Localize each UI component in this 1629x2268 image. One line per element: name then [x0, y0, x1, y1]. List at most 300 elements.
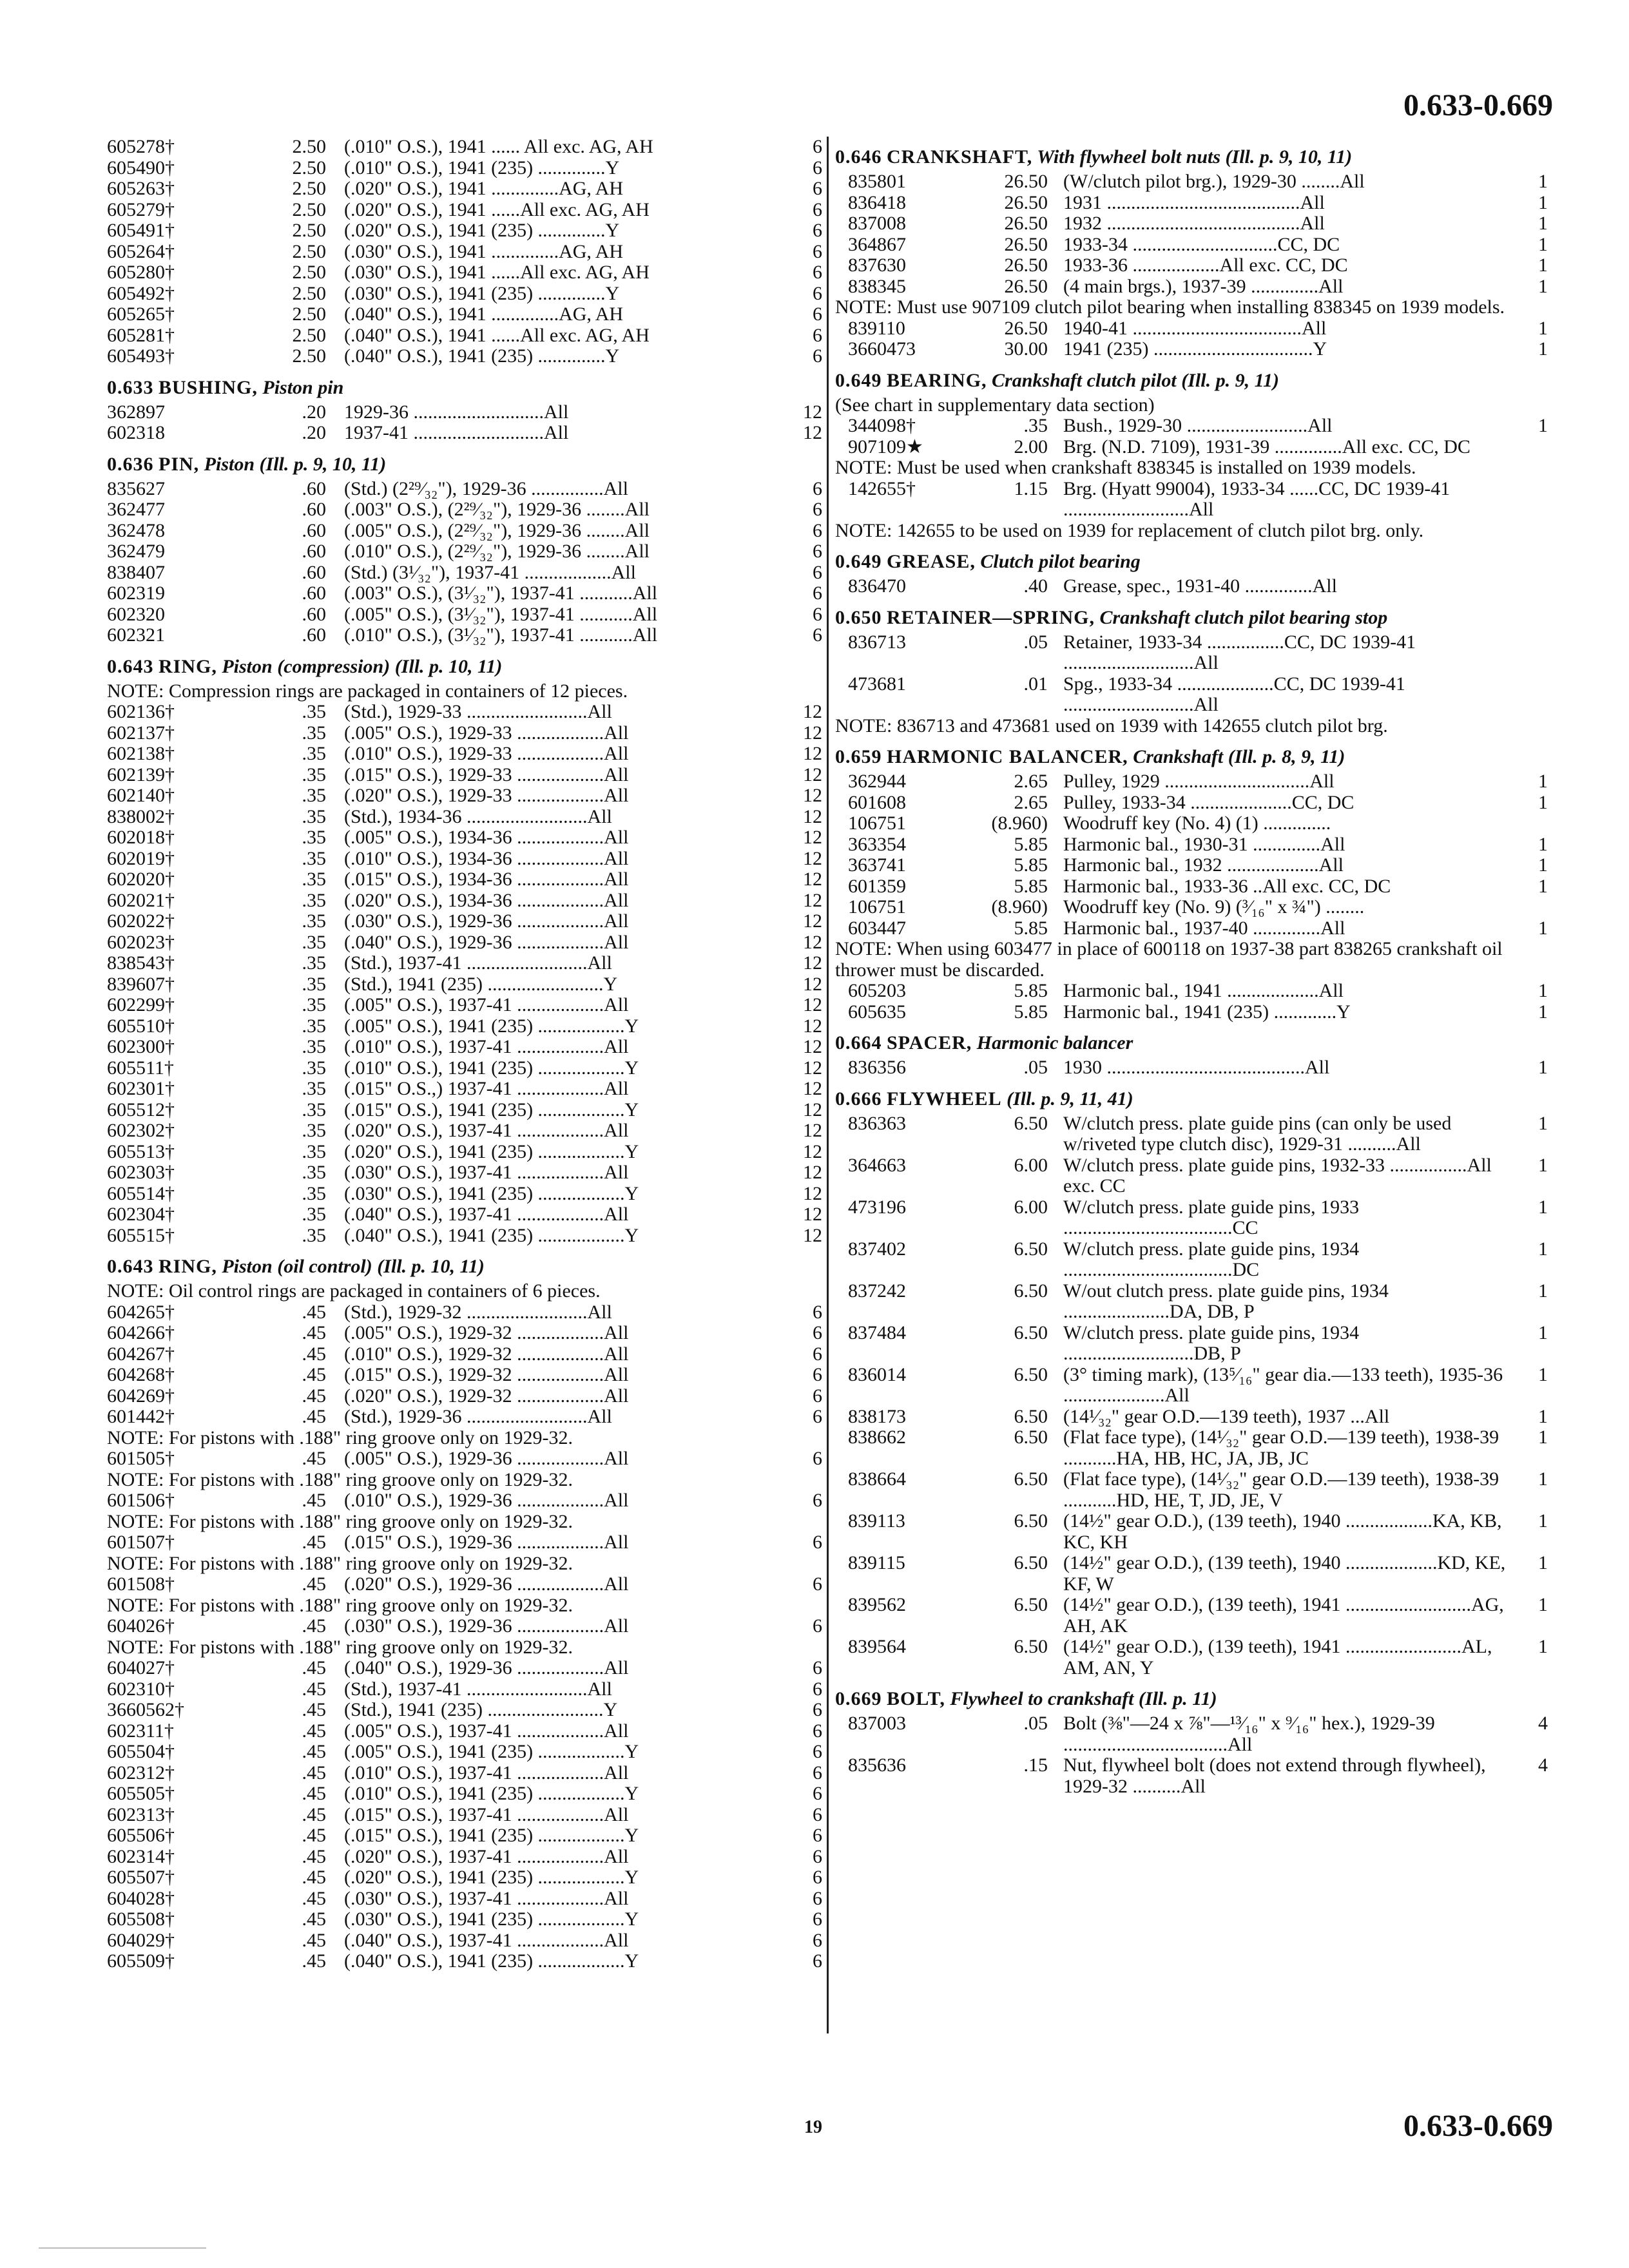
quantity: 1: [1538, 1468, 1548, 1490]
part-number: 907109★: [848, 436, 923, 457]
part-number: 605263†: [107, 178, 175, 199]
part-number: 838662: [848, 1427, 906, 1448]
part-row: [835, 834, 1548, 856]
description: (.005" O.S.), 1937-41 ..................All: [344, 1720, 629, 1742]
part-number: 837630: [848, 255, 906, 276]
section-subtitle: (Ill. p. 9, 11, 41): [1007, 1088, 1133, 1110]
description: (Std.), 1941 (235) ........................Y: [344, 973, 618, 995]
price: .45: [302, 1657, 326, 1678]
price: .45: [302, 1803, 326, 1825]
section-heading: [107, 1255, 822, 1278]
note-text: NOTE: For pistons with .188" ring groove only on 1929-32.: [107, 1468, 574, 1490]
part-number: 605504†: [107, 1741, 175, 1762]
part-row: [107, 521, 822, 542]
price: .35: [302, 701, 326, 722]
part-number: 364663: [848, 1154, 906, 1176]
quantity: 1: [1538, 1510, 1548, 1532]
part-number: 605280†: [107, 262, 175, 283]
part-row: [107, 1344, 822, 1365]
part-number: 603447: [848, 917, 906, 939]
quantity: 1: [1538, 338, 1548, 360]
description: 1940-41 ...................................All: [1063, 317, 1327, 339]
part-number: 3660473: [848, 338, 916, 360]
description: (Std.) (2²⁹⁄₃₂"), 1929-36 ...............All: [344, 477, 628, 499]
section-code: 0.669: [835, 1688, 882, 1709]
description: (14½" gear O.D.), (139 teeth), 1940 ...................KD, KE, KF, W: [1063, 1552, 1506, 1595]
price: .60: [302, 582, 326, 604]
description: Harmonic bal., 1941 ...................All: [1063, 980, 1344, 1001]
part-row: [107, 1909, 822, 1930]
price: 6.00: [1014, 1196, 1048, 1218]
description: Pulley, 1933-34 .....................CC, DC: [1063, 791, 1354, 813]
section-subtitle: Flywheel to crankshaft (Ill. p. 11): [950, 1688, 1217, 1709]
description: 1933-36 ..................All exc. CC, DC: [1063, 255, 1348, 276]
part-row: [835, 793, 1548, 814]
price: .60: [302, 477, 326, 499]
part-number: 3660562†: [107, 1699, 184, 1720]
quantity: 1: [1538, 771, 1548, 792]
description: (Flat face type), (14¹⁄₃₂" gear O.D.—139 teeth), 1938-39 ...........HA, HB, HC, JA, JB, JC: [1063, 1427, 1499, 1469]
quantity: 1: [1538, 275, 1548, 297]
quantity: 1: [1538, 255, 1548, 276]
price: 26.50: [1004, 191, 1048, 213]
description: (.030" O.S.), 1929-36 ..................All: [344, 1615, 629, 1637]
part-number: 604266†: [107, 1322, 175, 1343]
description: (.040" O.S.), 1941 ......All exc. AG, AH: [344, 324, 650, 346]
quantity: 12: [803, 827, 822, 848]
part-row: [107, 1721, 822, 1742]
part-row: [107, 346, 822, 367]
description: (Flat face type), (14¹⁄₃₂" gear O.D.—139 teeth), 1938-39 ...........HD, HE, T, JD, JE, V: [1063, 1468, 1499, 1511]
price: 2.00: [1014, 436, 1048, 457]
price: .45: [302, 1406, 326, 1427]
quantity: 6: [813, 157, 822, 178]
quantity: 1: [1538, 1196, 1548, 1218]
part-number: 602321: [107, 624, 165, 646]
part-number: 363741: [848, 854, 906, 876]
note-text: NOTE: 142655 to be used on 1939 for replacement of clutch pilot brg. only.: [835, 519, 1424, 541]
part-number: 838543†: [107, 952, 175, 974]
quantity: 12: [803, 1162, 822, 1183]
price: .35: [302, 1140, 326, 1162]
section-code: 0.649: [835, 551, 882, 572]
section-name: GREASE,: [887, 551, 976, 572]
part-row: [107, 423, 822, 444]
part-row: [107, 869, 822, 890]
quantity: 4: [1538, 1754, 1548, 1776]
quantity: 6: [813, 303, 822, 325]
section-heading: [835, 1088, 1548, 1111]
description: (.005" O.S.), (3¹⁄₃₂"), 1937-41 ...........All: [344, 603, 658, 625]
part-row: [107, 200, 822, 221]
part-number: 473681: [848, 673, 906, 695]
part-number: 344098†: [848, 415, 916, 436]
quantity: 12: [803, 847, 822, 869]
part-number: 605281†: [107, 324, 175, 346]
price: 6.50: [1014, 1594, 1048, 1615]
description: W/clutch press. plate guide pins, 1934 ...........................DB, P: [1063, 1321, 1360, 1364]
part-row: [107, 583, 822, 604]
description: Nut, flywheel bolt (does not extend through flywheel), 1929-32 ..........All: [1063, 1754, 1486, 1797]
section-code: 0.664: [835, 1032, 882, 1053]
quantity: 1: [1538, 171, 1548, 192]
quantity: 1: [1538, 1112, 1548, 1134]
section-code: 0.649: [835, 369, 882, 391]
part-number: 602022†: [107, 910, 175, 932]
part-row: [835, 235, 1548, 256]
quantity: 12: [803, 994, 822, 1015]
description: (.010" O.S.), 1929-33 ..................All: [344, 743, 629, 764]
part-row: [107, 541, 822, 562]
description: (.005" O.S.), (2²⁹⁄₃₂"), 1929-36 ........All: [344, 519, 650, 541]
quantity: 1: [1538, 1552, 1548, 1573]
section-heading: [835, 550, 1548, 573]
price: .35: [302, 1224, 326, 1246]
part-number: 605264†: [107, 240, 175, 262]
quantity: 12: [803, 1224, 822, 1246]
description: (.015" O.S.), 1937-41 ..................All: [344, 1803, 629, 1825]
price: .35: [302, 1015, 326, 1037]
part-row: [835, 918, 1548, 939]
part-row: [835, 813, 1548, 834]
quantity: 6: [813, 1929, 822, 1951]
section-heading: [107, 655, 822, 678]
note-text: NOTE: For pistons with .188" ring groove only on 1929-32.: [107, 1636, 574, 1658]
part-row: [107, 1162, 822, 1184]
quantity: 6: [813, 1385, 822, 1407]
price: .60: [302, 603, 326, 625]
price: (8.960): [991, 896, 1048, 918]
part-number: 602020†: [107, 869, 175, 890]
description: Brg. (N.D. 7109), 1931-39 ..............All exc. CC, DC: [1063, 436, 1470, 457]
quantity: 12: [803, 1036, 822, 1057]
part-number: 836014: [848, 1363, 906, 1385]
description: (.040" O.S.), 1941 ..............AG, AH: [344, 303, 624, 325]
price: .45: [302, 1573, 326, 1595]
price: 2.50: [292, 324, 326, 346]
part-row: [835, 1323, 1548, 1365]
part-row: [107, 284, 822, 305]
price: 2.50: [292, 178, 326, 199]
price: .35: [302, 973, 326, 995]
part-row: [107, 499, 822, 521]
part-row: [835, 632, 1548, 674]
quantity: 6: [813, 1532, 822, 1553]
part-number: 605505†: [107, 1783, 175, 1804]
part-row: [835, 255, 1548, 276]
part-row: [107, 158, 822, 179]
description: Harmonic bal., 1933-36 ..All exc. CC, DC: [1063, 875, 1391, 897]
part-row: [835, 416, 1548, 437]
part-row: [107, 1532, 822, 1553]
quantity: 12: [803, 1099, 822, 1120]
description: (.010" O.S.), 1941 (235) ..................Y: [344, 1783, 639, 1804]
price: .35: [302, 1204, 326, 1225]
part-row: [835, 981, 1548, 1002]
part-number: 836363: [848, 1112, 906, 1134]
part-number: 602138†: [107, 743, 175, 764]
price: .45: [302, 1385, 326, 1407]
part-row: [107, 1805, 822, 1826]
part-row: [107, 304, 822, 325]
part-row: [107, 1700, 822, 1721]
description: (.010" O.S.), (3¹⁄₃₂"), 1937-41 ...........All: [344, 624, 658, 646]
part-row: [107, 402, 822, 423]
part-row: [107, 1679, 822, 1700]
description: (.010" O.S.), 1929-32 ..................All: [344, 1343, 629, 1365]
part-row: [107, 807, 822, 828]
price: 6.50: [1014, 1468, 1048, 1490]
description: (.020" O.S.), 1937-41 ..................All: [344, 1120, 629, 1141]
part-row: [107, 1763, 822, 1784]
description: (.005" O.S.), 1941 (235) ..................Y: [344, 1015, 639, 1037]
part-number: 605265†: [107, 303, 175, 325]
quantity: 6: [813, 198, 822, 220]
price: .20: [302, 422, 326, 443]
description: (Std.), 1941 (235) ........................Y: [344, 1699, 618, 1720]
section-subtitle: Harmonic balancer: [976, 1032, 1133, 1053]
note-text: NOTE: For pistons with .188" ring groove only on 1929-32.: [107, 1552, 574, 1574]
price: .60: [302, 561, 326, 583]
description: (.030" O.S.), 1941 (235) ..............Y: [344, 282, 620, 304]
header-range: 0.633-0.669: [1403, 88, 1553, 122]
part-number: 602299†: [107, 994, 175, 1015]
quantity: 1: [1538, 233, 1548, 255]
description: Grease, spec., 1931-40 ..............All: [1063, 575, 1337, 597]
part-number: 362479: [107, 541, 165, 562]
quantity: 6: [813, 477, 822, 499]
price: .35: [302, 931, 326, 953]
part-number: 605506†: [107, 1825, 175, 1846]
price: .45: [302, 1929, 326, 1951]
part-row: [107, 1742, 822, 1763]
part-number: 362477: [107, 499, 165, 520]
price: 6.50: [1014, 1636, 1048, 1657]
part-row: [107, 1386, 822, 1407]
price: .60: [302, 541, 326, 562]
part-row: [835, 897, 1548, 918]
description: (.010" O.S.), 1937-41 ..................All: [344, 1036, 629, 1057]
part-number: 362478: [107, 519, 165, 541]
description: Woodruff key (No. 9) (³⁄₁₆" x ¾") ........: [1063, 896, 1365, 918]
part-row: [835, 1197, 1548, 1239]
description: (.040" O.S.), 1929-36 ..................All: [344, 1657, 629, 1678]
description: 1931 ........................................All: [1063, 191, 1325, 213]
description: (W/clutch pilot brg.), 1929-30 ........All: [1063, 171, 1365, 192]
part-number: 605509†: [107, 1950, 175, 1972]
quantity: 12: [803, 952, 822, 974]
description: Spg., 1933-34 ....................CC, DC 1939-41 ...........................All: [1063, 673, 1405, 715]
part-number: 605493†: [107, 345, 175, 367]
part-row: [835, 674, 1548, 716]
part-row: [107, 562, 822, 584]
quantity: 6: [813, 1657, 822, 1678]
part-number: 602018†: [107, 827, 175, 848]
description: 1937-41 ...........................All: [344, 422, 569, 443]
part-row: [107, 242, 822, 263]
part-row: [107, 995, 822, 1016]
price: 6.50: [1014, 1321, 1048, 1343]
part-number: 602312†: [107, 1762, 175, 1783]
quantity: 1: [1538, 980, 1548, 1001]
quantity: 12: [803, 1015, 822, 1037]
part-number: 601506†: [107, 1490, 175, 1511]
price: .35: [302, 952, 326, 974]
description: (.030" O.S.), 1941 (235) ..................Y: [344, 1908, 639, 1930]
part-number: 602319: [107, 582, 165, 604]
quantity: 12: [803, 1078, 822, 1099]
part-row: [107, 953, 822, 974]
part-number: 836713: [848, 631, 906, 653]
quantity: 12: [803, 1057, 822, 1079]
quantity: 6: [813, 1699, 822, 1720]
part-row: [107, 1407, 822, 1428]
part-number: 838173: [848, 1405, 906, 1427]
price: 2.50: [292, 303, 326, 325]
part-row: [107, 744, 822, 765]
part-row: [835, 1057, 1548, 1079]
description: (.040" O.S.), 1929-36 ..................All: [344, 931, 629, 953]
page-number: 19: [804, 2117, 822, 2137]
part-row: [107, 1490, 822, 1512]
price: .60: [302, 499, 326, 520]
quantity: 6: [813, 1762, 822, 1783]
part-row: [107, 1225, 822, 1247]
quantity: 6: [813, 1301, 822, 1323]
quantity: 12: [803, 722, 822, 744]
part-row: [107, 137, 822, 158]
quantity: 1: [1538, 1154, 1548, 1176]
part-number: 835636: [848, 1754, 906, 1776]
price: 2.65: [1014, 771, 1048, 792]
note-text: NOTE: Must be used when crankshaft 838345 is installed on 1939 models.: [835, 457, 1416, 478]
part-number: 604265†: [107, 1301, 175, 1323]
quantity: 6: [813, 541, 822, 562]
part-number: 602304†: [107, 1204, 175, 1225]
price: .35: [302, 910, 326, 932]
quantity: 12: [803, 889, 822, 911]
part-row: [835, 576, 1548, 597]
quantity: 1: [1538, 191, 1548, 213]
description: (.040" O.S.), 1937-41 ..................All: [344, 1204, 629, 1225]
part-number: 106751: [848, 812, 906, 834]
description: (.030" O.S.), 1941 ..............AG, AH: [344, 240, 624, 262]
part-number: 605490†: [107, 157, 175, 178]
note-text: NOTE: 836713 and 473681 used on 1939 with 142655 clutch pilot brg.: [835, 715, 1388, 736]
quantity: 12: [803, 1182, 822, 1204]
quantity: 12: [803, 401, 822, 423]
price: .35: [302, 1162, 326, 1183]
part-number: 601608: [848, 791, 906, 813]
part-row: [107, 479, 822, 500]
section-code: 0.666: [835, 1088, 882, 1110]
part-number: 836418: [848, 191, 906, 213]
note-text: NOTE: Must use 907109 clutch pilot bearing when installing 838345 on 1939 models.: [835, 296, 1505, 318]
section-name: CRANKSHAFT,: [887, 146, 1033, 168]
quantity: 1: [1538, 1321, 1548, 1343]
description: (.010" O.S.), 1941 ...... All exc. AG, AH: [344, 136, 653, 157]
description: Brg. (Hyatt 99004), 1933-34 ......CC, DC 1939-41 ..........................All: [1063, 477, 1451, 520]
section-subtitle: With flywheel bolt nuts (Ill. p. 9, 10, 11): [1037, 146, 1353, 168]
part-row: [835, 1469, 1548, 1511]
price: 6.50: [1014, 1238, 1048, 1260]
part-number: 604028†: [107, 1887, 175, 1909]
price: .35: [302, 1120, 326, 1141]
quantity: 12: [803, 422, 822, 443]
price: .45: [302, 1678, 326, 1700]
price: .45: [302, 1887, 326, 1909]
price: 5.85: [1014, 875, 1048, 897]
part-row: [107, 765, 822, 786]
description: (Std.) (3¹⁄₃₂"), 1937-41 ..................All: [344, 561, 636, 583]
quantity: 12: [803, 910, 822, 932]
price: .35: [302, 1099, 326, 1120]
section-name: RING,: [159, 655, 217, 677]
price: .45: [302, 1720, 326, 1742]
description: Harmonic bal., 1941 (235) .............Y: [1063, 1001, 1351, 1023]
part-row: [107, 1867, 822, 1888]
part-row: [107, 1783, 822, 1805]
section-code: 0.659: [835, 746, 882, 767]
description: (.015" O.S.), 1941 (235) ..................Y: [344, 1099, 639, 1120]
description: (.015" O.S.,) 1937-41 ..................All: [344, 1078, 629, 1099]
part-number: 605514†: [107, 1182, 175, 1204]
section-subtitle: Crankshaft clutch pilot (Ill. p. 9, 11): [992, 369, 1279, 391]
section-heading: [107, 376, 822, 399]
description: (.020" O.S.), 1929-32 ..................All: [344, 1385, 629, 1407]
quantity: 6: [813, 1908, 822, 1930]
price: 5.85: [1014, 854, 1048, 876]
part-row: [835, 1713, 1548, 1755]
part-number: 602318: [107, 422, 165, 443]
part-row: [835, 855, 1548, 876]
description: (.005" O.S.), 1929-33 ..................All: [344, 722, 629, 744]
part-row: [107, 1323, 822, 1344]
note-text: NOTE: Oil control rings are packaged in containers of 6 pieces.: [107, 1280, 601, 1302]
description: Woodruff key (No. 4) (1) ..............: [1063, 812, 1331, 834]
price: .45: [302, 1490, 326, 1511]
description: W/out clutch press. plate guide pins, 1934 ......................DA, DB, P: [1063, 1280, 1389, 1322]
part-number: 836356: [848, 1057, 906, 1078]
quantity: 1: [1538, 791, 1548, 813]
part-number: 106751: [848, 896, 906, 918]
part-number: 604027†: [107, 1657, 175, 1678]
part-number: 605513†: [107, 1140, 175, 1162]
part-number: 602310†: [107, 1678, 175, 1700]
price: 2.50: [292, 136, 326, 157]
part-number: 602019†: [107, 847, 175, 869]
price: .60: [302, 624, 326, 646]
description: (.030" O.S.), 1929-36 ..................All: [344, 910, 629, 932]
description: (Std.), 1929-36 .........................All: [344, 1406, 612, 1427]
part-row: [107, 1930, 822, 1952]
description: W/clutch press. plate guide pins, 1932-33 ................All exc. CC: [1063, 1154, 1492, 1196]
price: .35: [302, 785, 326, 806]
description: (.010" O.S.), 1941 (235) ..................Y: [344, 1057, 639, 1079]
part-row: [107, 178, 822, 200]
part-number: 605492†: [107, 282, 175, 304]
section-name: SPACER,: [887, 1032, 972, 1053]
part-number: 837402: [848, 1238, 906, 1260]
description: (Std.), 1929-32 .........................All: [344, 1301, 612, 1323]
price: 5.85: [1014, 833, 1048, 855]
price: .45: [302, 1322, 326, 1343]
section-heading: [835, 1032, 1548, 1055]
part-row: [835, 171, 1548, 193]
section-subtitle: Clutch pilot bearing: [980, 551, 1141, 572]
description: (Std.), 1937-41 .........................All: [344, 952, 612, 974]
description: (.015" O.S.), 1941 (235) ..................Y: [344, 1825, 639, 1846]
